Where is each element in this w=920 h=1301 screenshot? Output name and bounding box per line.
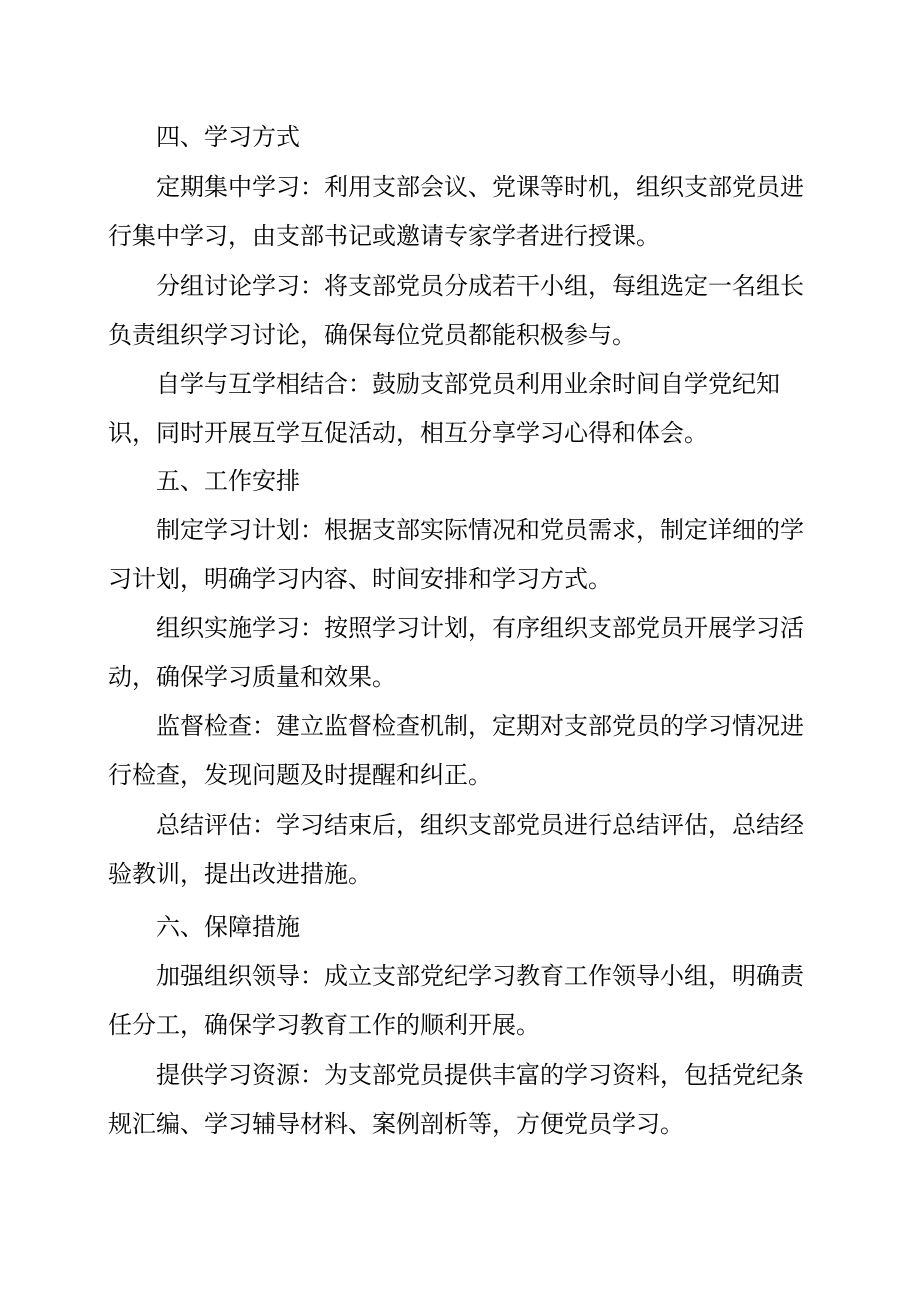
section-heading-safeguards: 六、保障措施 bbox=[156, 913, 300, 941]
section-heading-work-arrangement: 五、工作安排 bbox=[156, 467, 300, 495]
section-heading-study-methods: 四、学习方式 bbox=[156, 123, 300, 151]
paragraph-supervision: 监督检查：建立监督检查机制，定期对支部党员的学习情况进行检查，发现问题及时提醒和纠正。 bbox=[108, 712, 804, 789]
paragraph-implementation: 组织实施学习：按照学习计划，有序组织支部党员开展学习活动，确保学习质量和效果。 bbox=[108, 614, 804, 691]
paragraph-group-discussion: 分组讨论学习：将支部党员分成若干小组，每组选定一名组长负责组织学习讨论，确保每位党员都能积极参与。 bbox=[108, 272, 804, 349]
paragraph-evaluation: 总结评估：学习结束后，组织支部党员进行总结评估，总结经验教训，提出改进措施。 bbox=[108, 811, 804, 888]
paragraph-study-plan: 制定学习计划：根据支部实际情况和党员需求，制定详细的学习计划，明确学习内容、时间安排和学习方式。 bbox=[108, 516, 804, 593]
paragraph-self-and-mutual-study: 自学与互学相结合：鼓励支部党员利用业余时间自学党纪知识，同时开展互学互促活动，相互分享学习心得和体会。 bbox=[108, 370, 780, 447]
paragraph-leadership: 加强组织领导：成立支部党纪学习教育工作领导小组，明确责任分工，确保学习教育工作的顺利开展。 bbox=[108, 962, 804, 1039]
paragraph-centralized-study: 定期集中学习：利用支部会议、党课等时机，组织支部党员进行集中学习，由支部书记或邀请专家学者进行授课。 bbox=[108, 173, 804, 250]
paragraph-resources: 提供学习资源：为支部党员提供丰富的学习资料，包括党纪条规汇编、学习辅导材料、案例剖析等，方便党员学习。 bbox=[108, 1061, 804, 1138]
